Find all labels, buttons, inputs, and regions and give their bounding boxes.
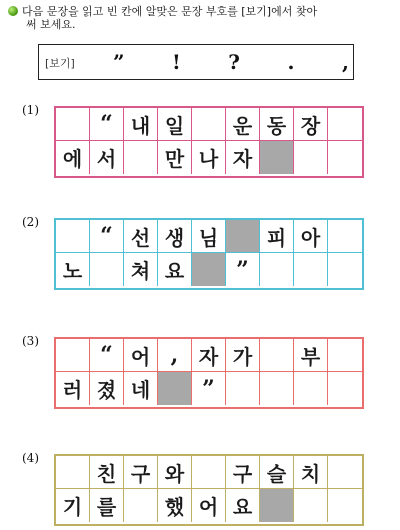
grid-cell: 서: [90, 141, 124, 174]
grid-cell: 요: [158, 253, 192, 286]
instruction-line-1: 다음 문장을 읽고 빈 칸에 알맞은 문장 부호를 [보기]에서 찾아: [22, 5, 318, 18]
empty-grid-cell: [328, 220, 362, 253]
grid-cell: 어: [192, 489, 226, 522]
grid-cell: 를: [90, 489, 124, 522]
empty-grid-cell: [328, 108, 362, 141]
grid-cell: 자: [192, 339, 226, 372]
grid-cell: 만: [158, 141, 192, 174]
grid-cell: 선: [124, 220, 158, 253]
grid-cell: 친: [90, 456, 124, 489]
example-mark: .: [287, 50, 295, 74]
grid-cell: 에: [56, 141, 90, 174]
grid-cell: 와: [158, 456, 192, 489]
grid-cell: 내: [124, 108, 158, 141]
empty-grid-cell: [294, 372, 328, 405]
instruction-line-2: 써 보세요.: [26, 18, 76, 31]
example-mark: ”: [113, 50, 125, 74]
example-label: [보기]: [45, 57, 75, 70]
grid-cell: 네: [124, 372, 158, 405]
grid-cell: 동: [260, 108, 294, 141]
empty-grid-cell: [328, 456, 362, 489]
answer-grid: [54, 106, 364, 178]
empty-grid-cell: [260, 253, 294, 286]
problem-number: (3): [22, 334, 39, 348]
grid-cell: 가: [226, 339, 260, 372]
empty-grid-cell: [294, 489, 328, 522]
grid-cell: 피: [260, 220, 294, 253]
blank-answer-cell[interactable]: [158, 372, 192, 405]
empty-grid-cell: [328, 141, 362, 174]
grid-cell: 구: [226, 456, 260, 489]
grid-cell: “: [90, 108, 124, 141]
grid-cell: 나: [192, 141, 226, 174]
example-mark: !: [172, 50, 181, 74]
empty-grid-cell: [328, 372, 362, 405]
empty-grid-cell: [56, 108, 90, 141]
grid-cell: “: [90, 339, 124, 372]
empty-grid-cell: [124, 489, 158, 522]
grid-cell: 생: [158, 220, 192, 253]
grid-cell: 부: [294, 339, 328, 372]
empty-grid-cell: [294, 253, 328, 286]
empty-grid-cell: [328, 339, 362, 372]
empty-grid-cell: [226, 372, 260, 405]
grid-cell: ”: [226, 253, 260, 286]
empty-grid-cell: [56, 339, 90, 372]
grid-cell: 자: [226, 141, 260, 174]
empty-grid-cell: [56, 456, 90, 489]
grid-cell: 기: [56, 489, 90, 522]
grid-cell: 노: [56, 253, 90, 286]
grid-cell: 러: [56, 372, 90, 405]
empty-grid-cell: [260, 372, 294, 405]
blank-answer-cell[interactable]: [192, 253, 226, 286]
blank-answer-cell[interactable]: [226, 220, 260, 253]
grid-cell: 아: [294, 220, 328, 253]
instruction-text: [22, 5, 392, 31]
problem-number: (2): [22, 215, 39, 229]
grid-cell: 구: [124, 456, 158, 489]
example-marks: [113, 48, 349, 76]
empty-grid-cell: [328, 253, 362, 286]
blank-answer-cell[interactable]: [260, 489, 294, 522]
grid-cell: 슬: [260, 456, 294, 489]
blank-answer-cell[interactable]: [260, 141, 294, 174]
empty-grid-cell: [192, 108, 226, 141]
grid-cell: 어: [124, 339, 158, 372]
problem-number: (1): [22, 103, 39, 117]
grid-cell: 일: [158, 108, 192, 141]
example-mark: ?: [228, 50, 241, 74]
empty-grid-cell: [90, 253, 124, 286]
empty-grid-cell: [328, 489, 362, 522]
grid-cell: 졌: [90, 372, 124, 405]
grid-cell: 요: [226, 489, 260, 522]
empty-grid-cell: [192, 456, 226, 489]
problem-number: (4): [22, 451, 39, 465]
empty-grid-cell: [294, 141, 328, 174]
grid-cell: 운: [226, 108, 260, 141]
grid-cell: 님: [192, 220, 226, 253]
grid-cell: 쳐: [124, 253, 158, 286]
answer-grid: [54, 218, 364, 290]
empty-grid-cell: [124, 141, 158, 174]
grid-cell: “: [90, 220, 124, 253]
green-bullet-icon: [8, 6, 18, 16]
grid-cell: 했: [158, 489, 192, 522]
empty-grid-cell: [260, 339, 294, 372]
empty-grid-cell: [56, 220, 90, 253]
grid-cell: 장: [294, 108, 328, 141]
grid-cell: 치: [294, 456, 328, 489]
answer-grid: [54, 337, 364, 409]
grid-cell: ,: [158, 339, 192, 372]
answer-grid: [54, 454, 364, 526]
example-box: [38, 44, 354, 80]
grid-cell: ”: [192, 372, 226, 405]
example-mark: ,: [341, 50, 349, 74]
